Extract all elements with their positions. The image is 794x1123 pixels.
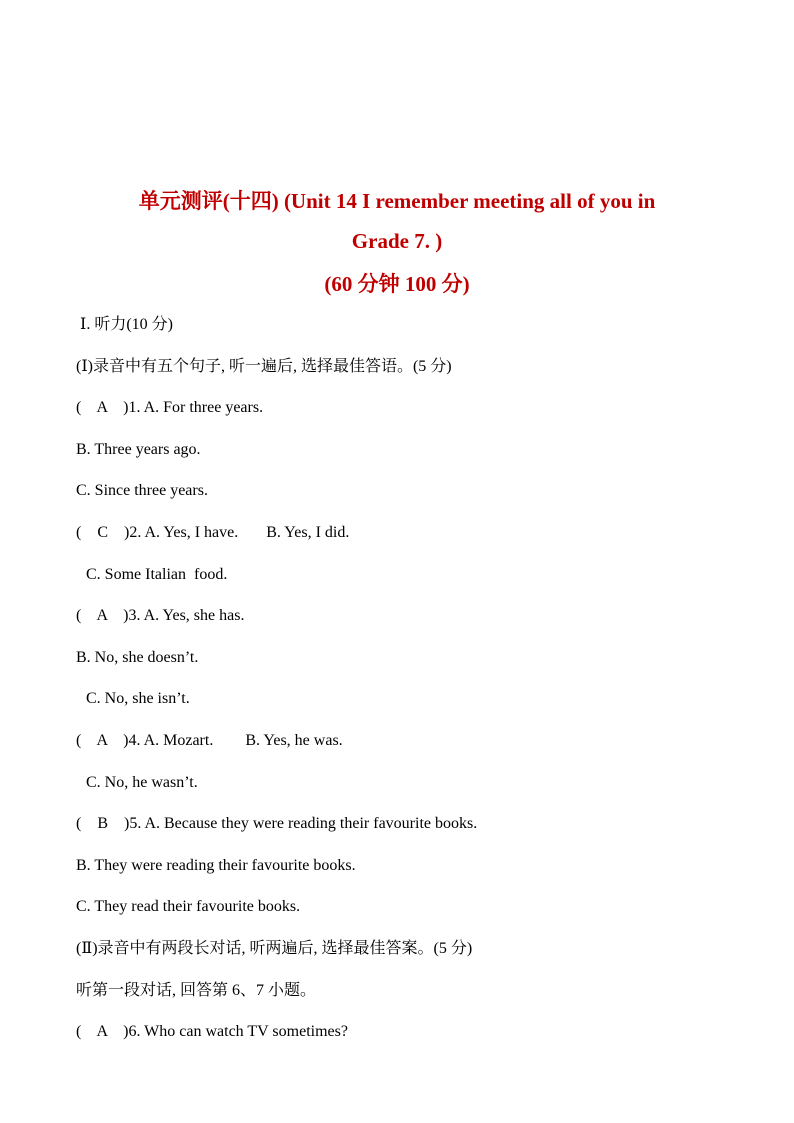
question-6: ( A )6. Who can watch TV sometimes? [76, 1023, 348, 1040]
question-3: ( A )3. A. Yes, she has. [76, 607, 245, 624]
question-3-option-b: B. No, she doesn’t. [76, 649, 199, 666]
question-2: ( C )2. A. Yes, I have. B. Yes, I did. [76, 524, 350, 541]
page-title-line-1: 单元测评(十四) (Unit 14 I remember meeting all of you in [138, 189, 656, 213]
question-1: ( A )1. A. For three years. [76, 399, 264, 416]
section-heading-listening: Ⅰ. 听力(10 分) [80, 316, 173, 333]
question-1-option-b: B. Three years ago. [76, 441, 201, 458]
dialog1-instruction: 听第一段对话, 回答第 6、7 小题。 [76, 982, 317, 999]
question-5: ( B )5. A. Because they were reading their favourite books. [76, 815, 478, 832]
page-subtitle-time-score: (60 分钟 100 分) [324, 272, 470, 296]
question-5-option-c: C. They read their favourite books. [76, 898, 301, 915]
question-5-option-b: B. They were reading their favourite books. [76, 857, 356, 874]
part2-instruction: (Ⅱ)录音中有两段长对话, 听两遍后, 选择最佳答案。(5 分) [76, 940, 473, 957]
question-4-option-c: C. No, he wasn’t. [86, 774, 198, 791]
question-3-option-c: C. No, she isn’t. [86, 690, 190, 707]
question-4: ( A )4. A. Mozart. B. Yes, he was. [76, 732, 343, 749]
part1-instruction: (Ⅰ)录音中有五个句子, 听一遍后, 选择最佳答语。(5 分) [76, 358, 452, 375]
page-title-line-2: Grade 7. ) [351, 229, 443, 253]
question-1-option-c: C. Since three years. [76, 482, 208, 499]
question-2-option-c: C. Some Italian food. [86, 566, 228, 583]
